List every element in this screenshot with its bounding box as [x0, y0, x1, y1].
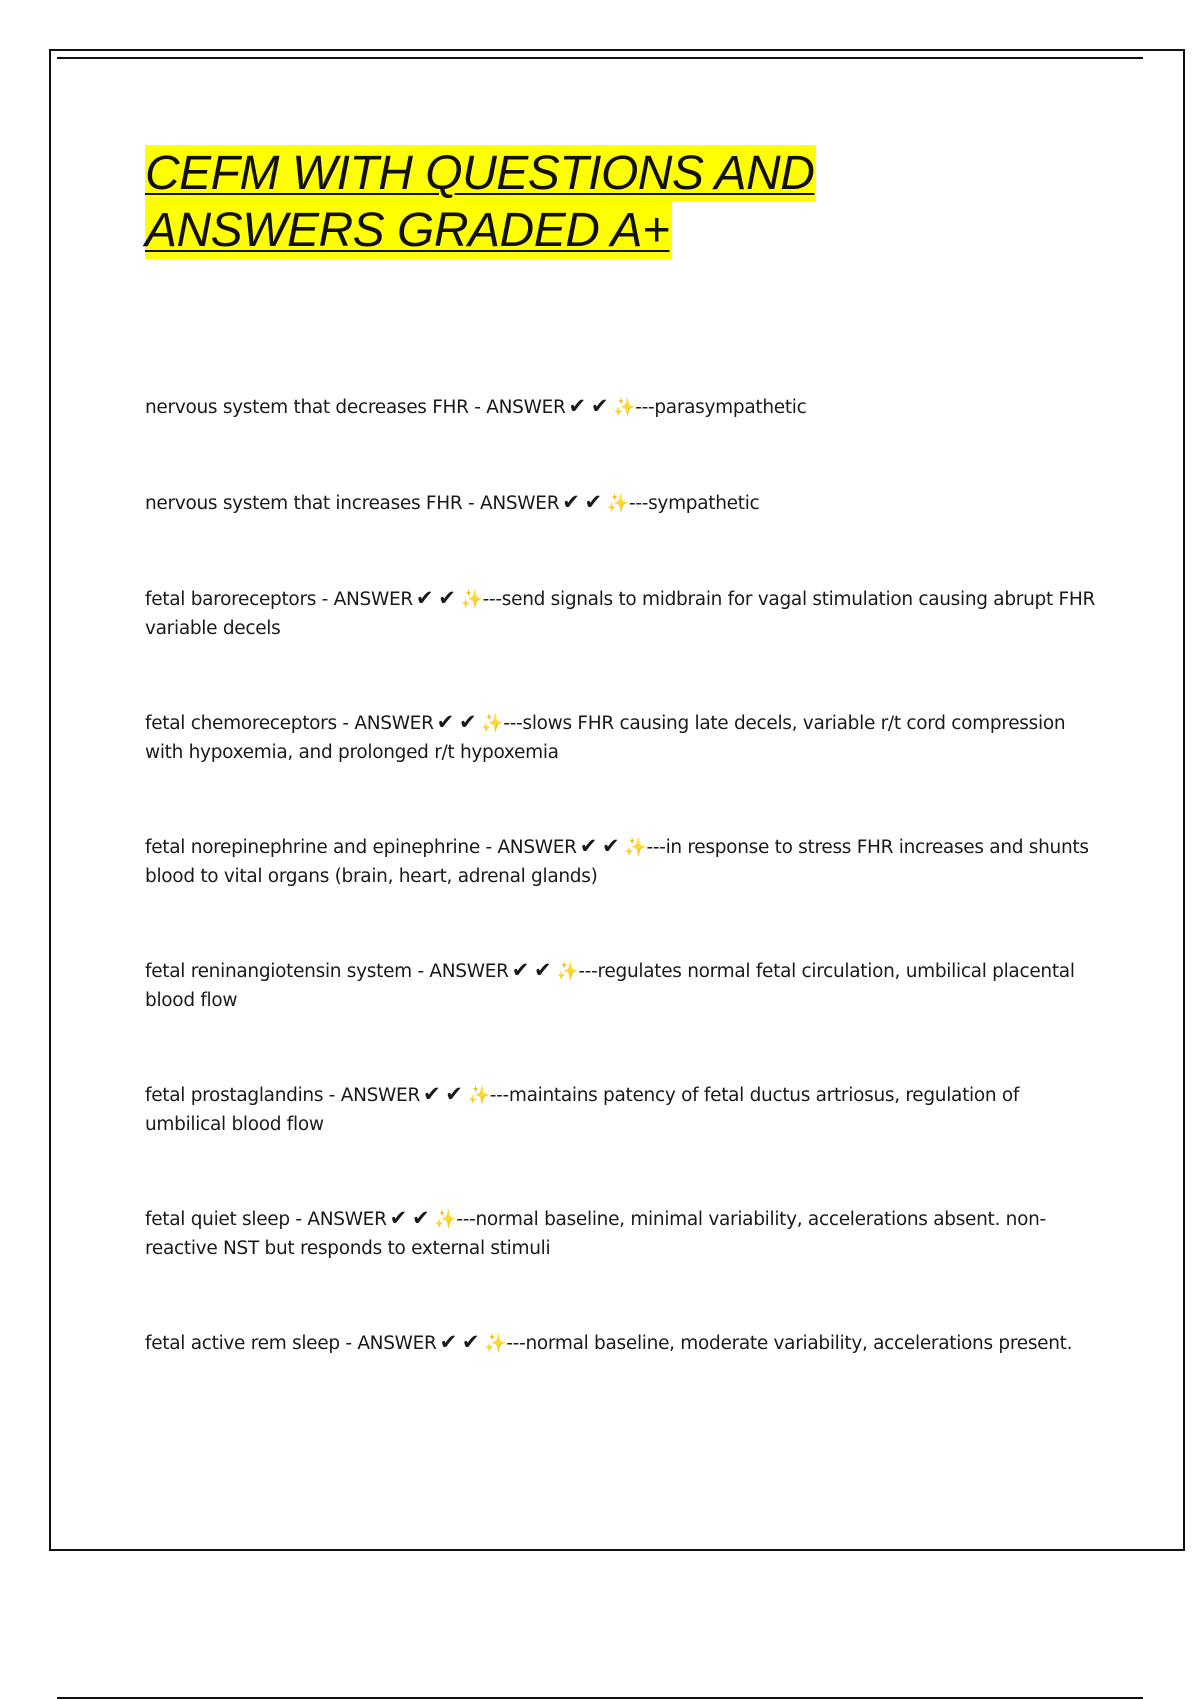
- check-icon: ✔: [439, 1330, 457, 1354]
- answer-text: ---send signals to midbrain for vagal stimulation causing abrupt FHR variable decels: [145, 589, 1095, 639]
- document-title: [145, 145, 816, 259]
- sparkle-icon: ✨: [613, 397, 636, 418]
- check-icon: ✔: [562, 490, 580, 514]
- check-icon: ✔: [533, 958, 552, 982]
- question-text: nervous system that decreases FHR - ANSWER: [145, 397, 566, 418]
- qa-item: [145, 584, 1095, 643]
- question-text: fetal quiet sleep - ANSWER: [145, 1209, 387, 1230]
- answer-text: ---in response to stress FHR increases and shunts blood to vital organs (brain, heart, adrenal glands): [145, 837, 1089, 887]
- bottom-rule: [57, 1697, 1143, 1699]
- answer-text: ---regulates normal fetal circulation, umbilical placental blood flow: [145, 961, 1075, 1011]
- top-rule: [57, 57, 1143, 59]
- check-icon: ✔: [590, 394, 609, 418]
- check-icon: ✔: [602, 834, 620, 858]
- answer-text: ---normal baseline, moderate variability, accelerations present.: [506, 1333, 1073, 1354]
- question-text: fetal reninangiotensin system - ANSWER: [145, 961, 509, 982]
- answer-text: ---maintains patency of fetal ductus artriosus, regulation of umbilical blood flow: [145, 1085, 1020, 1135]
- qa-item: [145, 392, 1095, 422]
- qa-list: [145, 392, 1095, 1423]
- title-line-1: CEFM WITH QUESTIONS AND: [145, 147, 815, 200]
- check-icon: ✔: [411, 1206, 430, 1230]
- question-text: fetal prostaglandins - ANSWER: [145, 1085, 420, 1106]
- qa-item: [145, 832, 1095, 891]
- question-text: fetal norepinephrine and epinephrine - ANSWER: [145, 837, 577, 858]
- sparkle-icon: ✨: [434, 1209, 457, 1230]
- check-icon: ✔: [458, 710, 477, 734]
- sparkle-icon: ✨: [467, 1085, 490, 1106]
- sparkle-icon: ✨: [556, 961, 579, 982]
- qa-item: [145, 956, 1095, 1015]
- qa-item: [145, 1328, 1095, 1358]
- question-text: nervous system that increases FHR - ANSWER: [145, 493, 560, 514]
- sparkle-icon: ✨: [481, 713, 504, 734]
- check-icon: ✔: [436, 710, 454, 734]
- check-icon: ✔: [389, 1206, 407, 1230]
- check-icon: ✔: [423, 1082, 441, 1106]
- answer-text: ---normal baseline, minimal variability, accelerations absent. non-reactive NST but responds to external stimuli: [145, 1209, 1046, 1259]
- sparkle-icon: ✨: [606, 493, 629, 514]
- title-line-2: ANSWERS GRADED A+: [145, 204, 670, 257]
- qa-item: [145, 488, 1095, 518]
- answer-text: ---sympathetic: [628, 493, 760, 514]
- qa-item: [145, 1204, 1095, 1263]
- sparkle-icon: ✨: [624, 837, 647, 858]
- check-icon: ✔: [584, 490, 602, 514]
- question-text: fetal baroreceptors - ANSWER: [145, 589, 413, 610]
- answer-text: ---slows FHR causing late decels, variable r/t cord compression with hypoxemia, and prolonged r/t hypoxemia: [145, 713, 1066, 763]
- check-icon: ✔: [511, 958, 529, 982]
- qa-item: [145, 708, 1095, 767]
- check-icon: ✔: [415, 586, 434, 610]
- question-text: fetal active rem sleep - ANSWER: [145, 1333, 437, 1354]
- check-icon: ✔: [461, 1330, 480, 1354]
- check-icon: ✔: [579, 834, 598, 858]
- sparkle-icon: ✨: [484, 1333, 507, 1354]
- qa-item: [145, 1080, 1095, 1139]
- check-icon: ✔: [445, 1082, 463, 1106]
- question-text: fetal chemoreceptors - ANSWER: [145, 713, 434, 734]
- check-icon: ✔: [568, 394, 586, 418]
- answer-text: ---parasympathetic: [635, 397, 807, 418]
- sparkle-icon: ✨: [460, 589, 483, 610]
- check-icon: ✔: [438, 586, 456, 610]
